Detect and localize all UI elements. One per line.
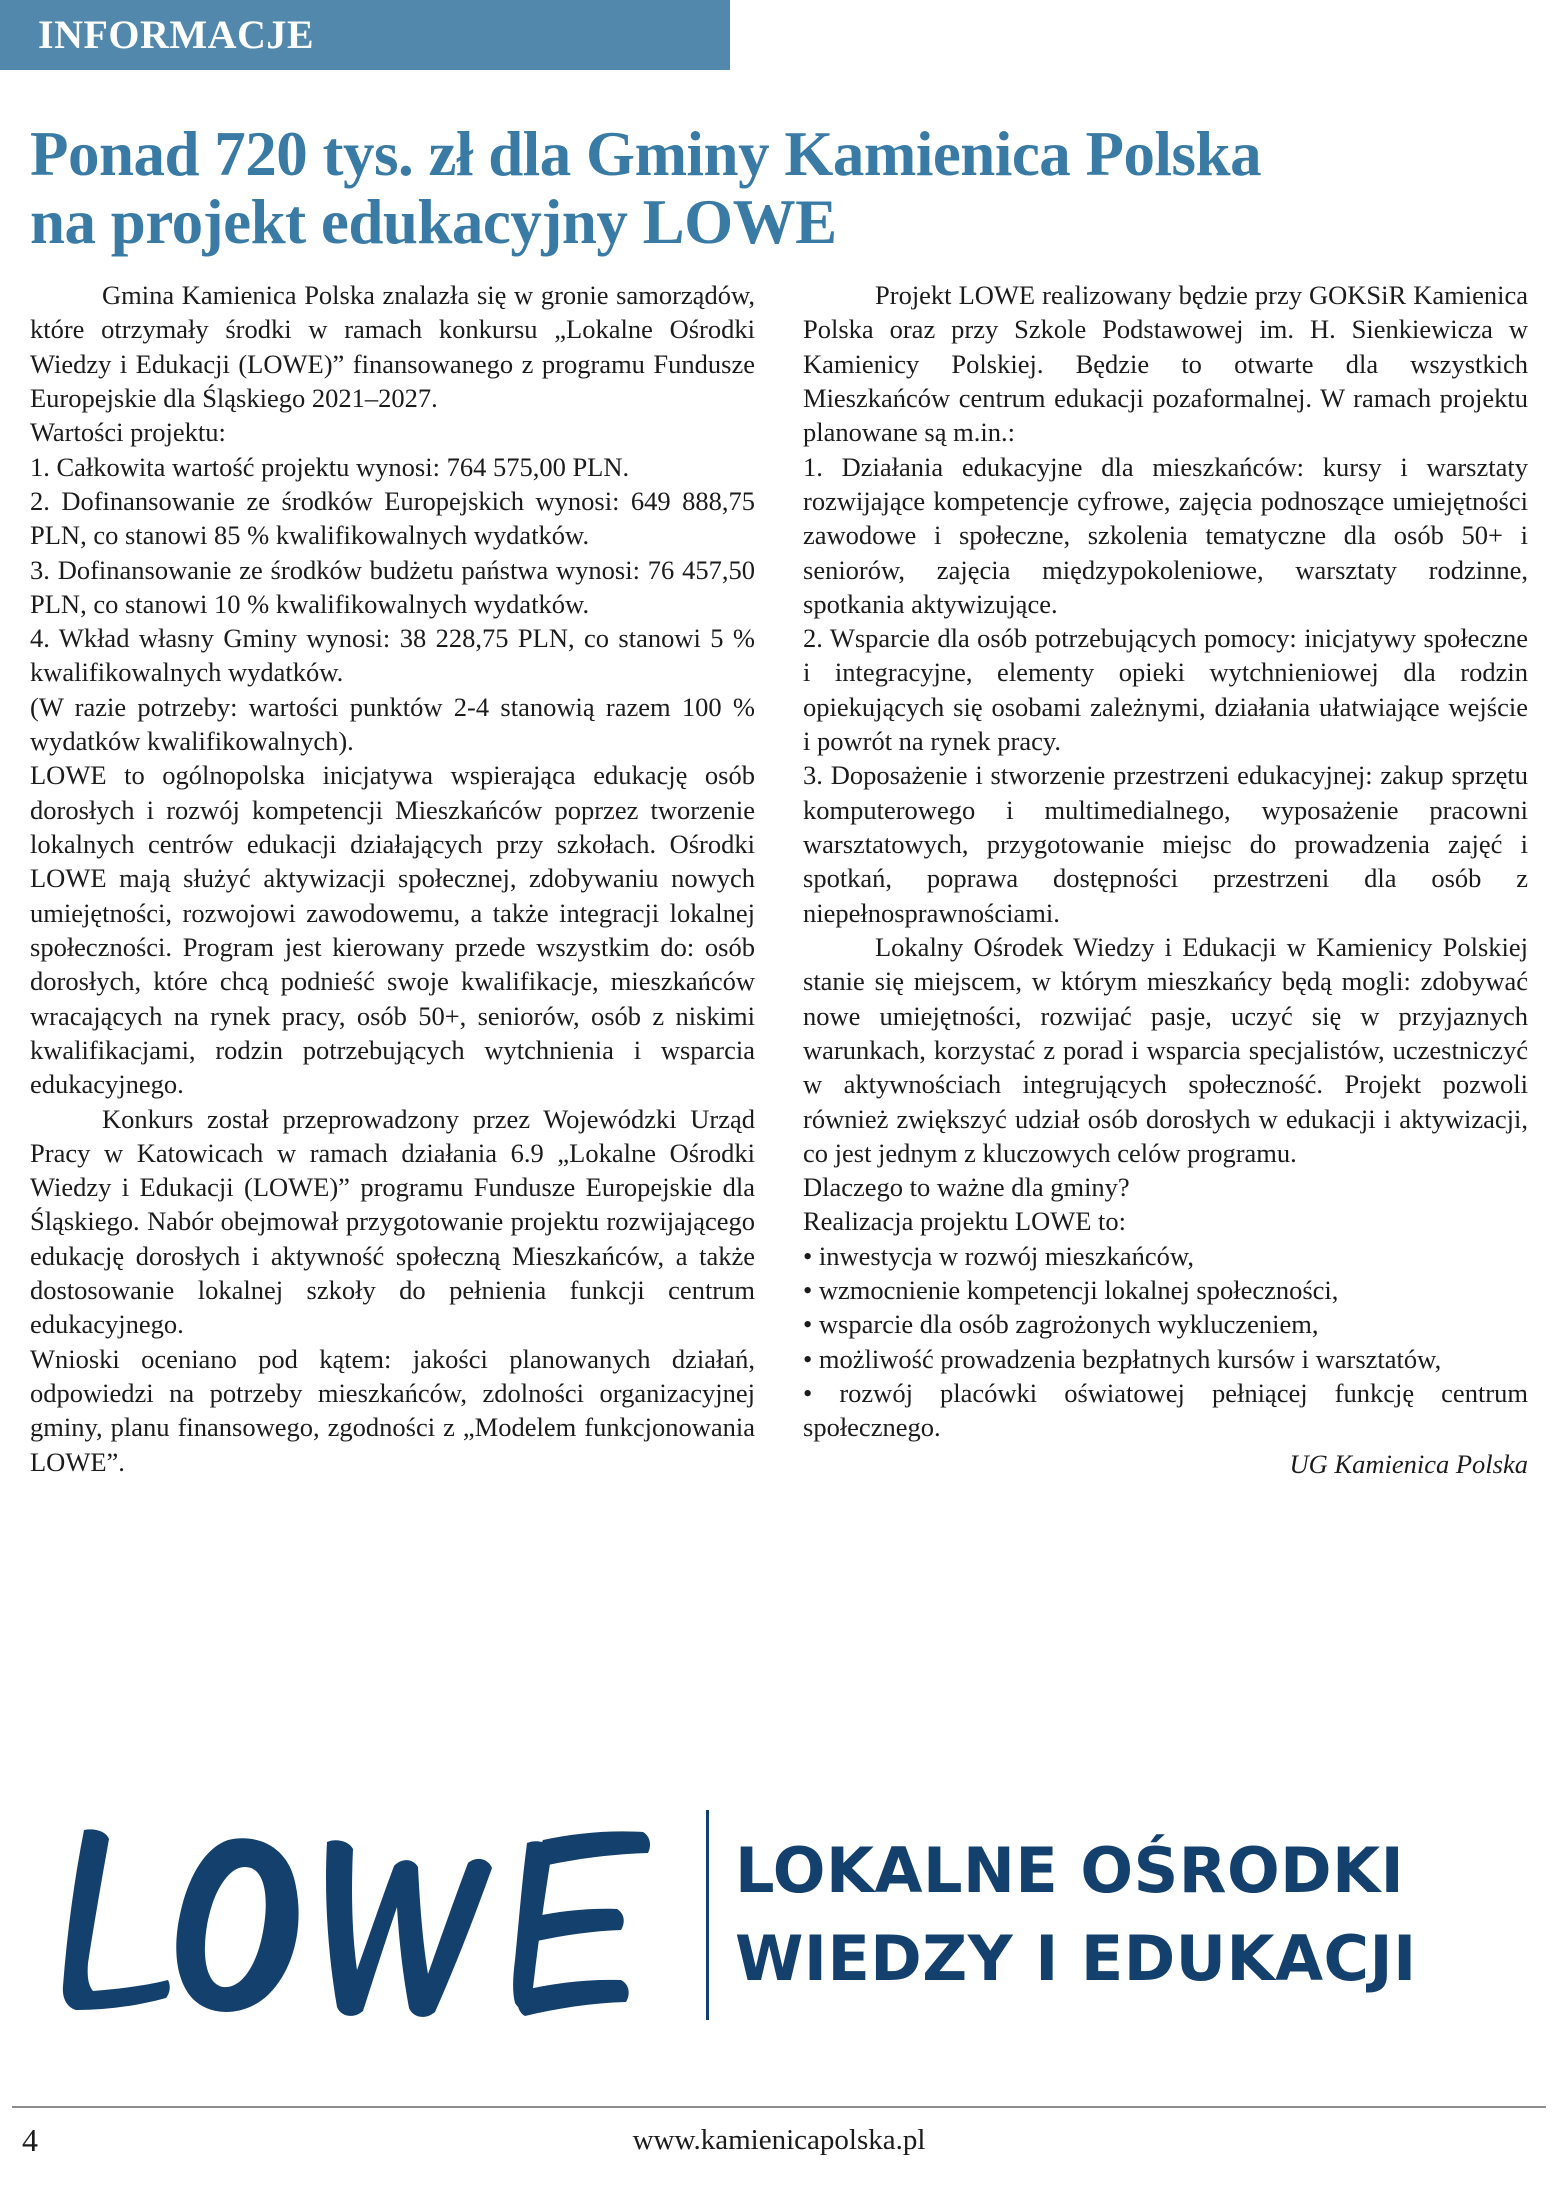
article-body xyxy=(30,278,1528,1481)
lowe-logo xyxy=(40,1795,1520,2035)
paragraph-intro: Gmina Kamienica Polska znalazła się w gronie samorządów, które otrzymały środki w ramach konkursu „Lokalne Ośrodki Wiedzy i Edukacji (LOWE)” finansowanego z programu Fundusze Europejskie dla Śląskiego 2021–2027. xyxy=(30,280,755,413)
list-item-benefit-3: • wsparcie dla osób zagrożonych wykluczeniem, xyxy=(803,1309,1319,1340)
paragraph-value-note: (W razie potrzeby: wartości punktów 2-4 stanowią razem 100 % wydatków kwalifikowalnych). xyxy=(30,691,755,757)
article-headline xyxy=(30,120,1330,256)
lowe-logo-text-line-2: WIEDZY I EDUKACJI xyxy=(735,1922,1417,1995)
lowe-logo-text-line-1: LOKALNE OŚRODKI xyxy=(735,1833,1405,1907)
paragraph-lowe-description: LOWE to ogólnopolska inicjatywa wspierająca edukację osób dorosłych i rozwój kompetencji Mieszkańców poprzez tworzenie lokalnych centrów edukacji działających przy szkołach. Ośrodki LOWE mają służyć aktywizacji społecznej, zdobywaniu nowych umiejętności, rozwojowi zawodowemu, a także integracji lokalnej społeczności. Program jest kierowany przede wszystkim do: osób dorosłych, które chcą podnieść swoje kwalifikacje, mieszkańców wracających na rynek pracy, osób 50+, seniorów, osób z niskimi kwalifikacjami, rodzin potrzebujących wytchnienia i wsparcia edukacyjnego. xyxy=(30,760,755,1100)
logo-divider xyxy=(706,1810,709,2020)
paragraph-realization-heading: Realizacja projektu LOWE to: xyxy=(803,1206,1127,1237)
lowe-logo-text xyxy=(735,1827,1417,2003)
paragraph-implementation: Projekt LOWE realizowany będzie przy GOKSiR Kamienica Polska oraz przy Szkole Podstawowej im. H. Sienkiewicza w Kamienicy Polskiej. Będzie to otwarte dla wszystkich Mieszkańców centrum edukacji pozaformalnej. W ramach projektu planowane są m.in.: xyxy=(803,280,1528,448)
paragraph-plan-item-2: 2. Wsparcie dla osób potrzebujących pomocy: inicjatywy społeczne i integracyjne, elementy opieki wytchnieniowej dla rodzin opiekujących się osobami zależnymi, działania ułatwiające wejście i powrót na rynek pracy. xyxy=(803,623,1528,757)
list-item-benefit-1: • inwestycja w rozwój mieszkańców, xyxy=(803,1240,1194,1271)
paragraph-value-item-4: 4. Wkład własny Gminy wynosi: 38 228,75 PLN, co stanowi 5 % kwalifikowalnych wydatków. xyxy=(30,623,755,688)
paragraph-center-vision: Lokalny Ośrodek Wiedzy i Edukacji w Kamienicy Polskiej stanie się miejscem, w którym mieszkańcy będą mogli: zdobywać nowe umiejętności, rozwijać pasje, uczyć się w przyjaznych warunkach, korzystać z porad i wsparcia specjalistów, uczestniczyć w aktywnościach integrujących społeczność. Projekt pozwoli również zwiększyć udział osób dorosłych w edukacji i aktywizacji, co jest jednym z kluczowych celów programu. xyxy=(803,931,1528,1168)
list-item-benefit-2: • wzmocnienie kompetencji lokalnej społeczności, xyxy=(803,1275,1339,1306)
paragraph-value-item-3: 3. Dofinansowanie ze środków budżetu państwa wynosi: 76 457,50 PLN, co stanowi 10 % kwalifikowalnych wydatków. xyxy=(30,554,755,619)
page-number: 4 xyxy=(22,2122,38,2158)
paragraph-why-important: Dlaczego to ważne dla gminy? xyxy=(803,1172,1130,1203)
paragraph-value-item-2: 2. Dofinansowanie ze środków Europejskich wynosi: 649 888,75 PLN, co stanowi 85 % kwalifikowalnych wydatków. xyxy=(30,485,755,551)
list-item-benefit-4: • możliwość prowadzenia bezpłatnych kursów i warsztatów, xyxy=(803,1343,1442,1374)
article-signature: UG Kamienica Polska xyxy=(1289,1448,1528,1479)
headline-line-2: na projekt edukacyjny LOWE xyxy=(30,187,837,258)
article-left-column xyxy=(30,278,755,1481)
list-item-benefit-5: • rozwój placówki oświatowej pełniącej funkcję centrum społecznego. xyxy=(803,1378,1528,1443)
lowe-wordmark-icon xyxy=(40,1800,700,2030)
page-footer xyxy=(12,2112,1546,2168)
article-right-column xyxy=(803,278,1528,1481)
paragraph-plan-item-3: 3. Doposażenie i stworzenie przestrzeni edukacyjnej: zakup sprzętu komputerowego i multimedialnego, wyposażenie pracowni warsztatowych, przygotowanie miejsc do prowadzenia zajęć i spotkań, poprawa dostępności przestrzeni dla osób z niepełnosprawnościami. xyxy=(803,760,1528,928)
paragraph-values-heading: Wartości projektu: xyxy=(30,417,226,448)
footer-website-url: www.kamienicapolska.pl xyxy=(632,2124,926,2156)
paragraph-contest: Konkurs został przeprowadzony przez Wojewódzki Urząd Pracy w Katowicach w ramach działania 6.9 „Lokalne Ośrodki Wiedzy i Edukacji (LOWE)” programu Fundusze Europejskie dla Śląskiego. Nabór obejmował przygotowanie projektu rozwijającego edukację dorosłych i aktywność społeczną Mieszkańców, a także dostosowanie lokalnej szkoły do pełnienia funkcji centrum edukacyjnego. xyxy=(30,1103,755,1340)
paragraph-plan-item-1: 1. Działania edukacyjne dla mieszkańców: kursy i warsztaty rozwijające kompetencje cyfrowe, zajęcia podnoszące umiejętności zawodowe i społeczne, szkolenia tematyczne dla osób 50+ i seniorów, zajęcia międzypokoleniowe, warsztaty rodzinne, spotkania aktywizujące. xyxy=(803,451,1528,619)
section-header-bar xyxy=(0,0,730,70)
section-header-label: INFORMACJE xyxy=(38,12,315,57)
paragraph-evaluation: Wnioski oceniano pod kątem: jakości planowanych działań, odpowiedzi na potrzeby mieszkańców, zdolności organizacyjnej gminy, planu finansowego, zgodności z „Modelem funkcjonowania LOWE”. xyxy=(30,1343,755,1477)
footer-divider xyxy=(12,2106,1546,2108)
headline-line-1: Ponad 720 tys. zł dla Gminy Kamienica Polska xyxy=(30,119,1262,190)
paragraph-value-item-1: 1. Całkowita wartość projektu wynosi: 764 575,00 PLN. xyxy=(30,451,630,482)
